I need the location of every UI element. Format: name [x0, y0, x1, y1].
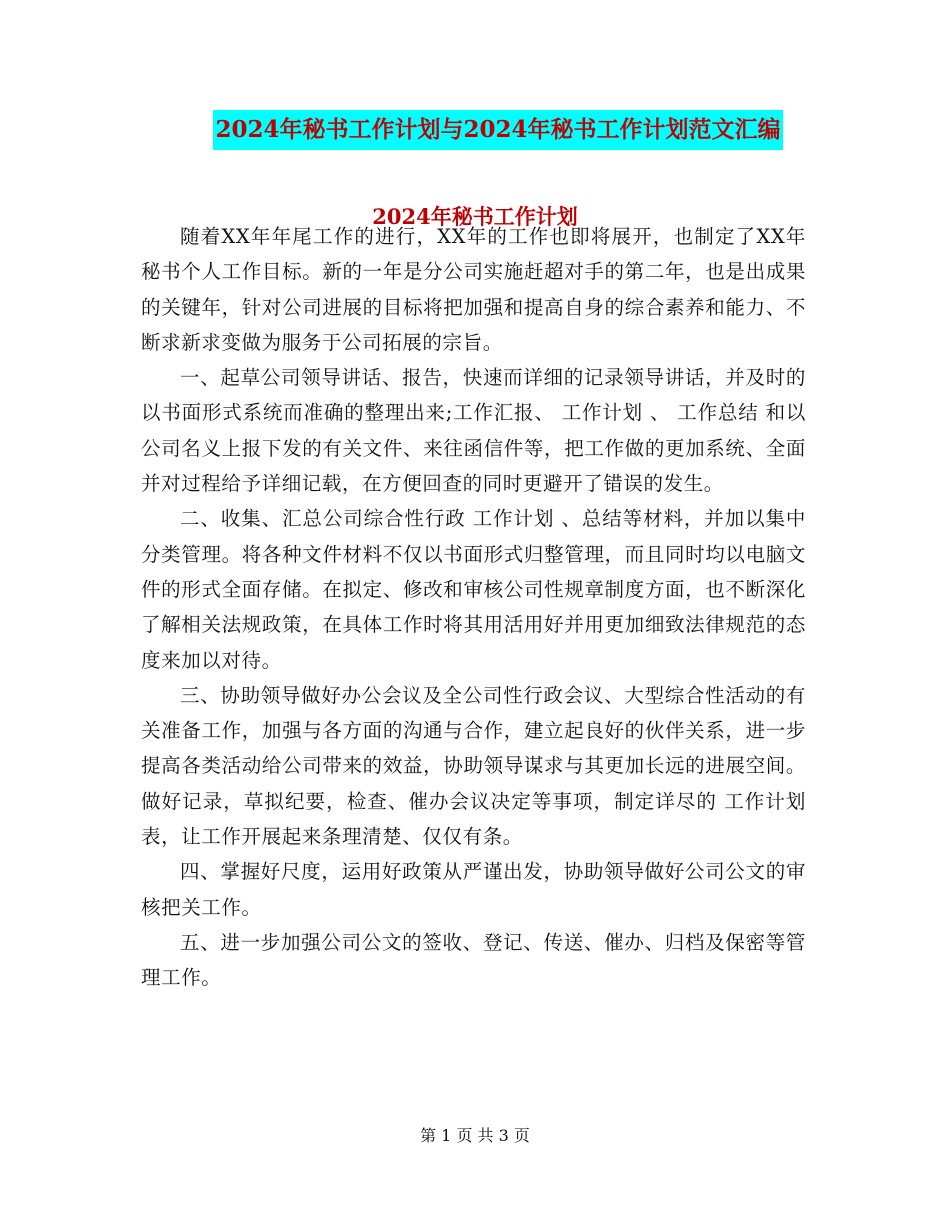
paragraph-item-5: 五、进一步加强公司公文的签收、登记、传送、催办、归档及保密等管理工作。 [141, 930, 806, 990]
document-title-container [0, 110, 950, 150]
document-title: 2024年秘书工作计划与2024年秘书工作计划范文汇编 [213, 110, 782, 150]
paragraph-item-1: 一、起草公司领导讲话、报告，快速而详细的记录领导讲话，并及时的以书面形式系统而准确的整理出来;工作汇报、 工作计划 、 工作总结 和以公司名义上报下发的有关文件、来往函信件等，把工作做的更加系统、全面并对过程给予详细记载，在方便回查的同时更避开了错误的发生。 [141, 366, 806, 496]
paragraph-intro: 随着XX年年尾工作的进行，XX年的工作也即将展开，也制定了XX年秘书个人工作目标。新的一年是分公司实施赶超对手的第二年，也是出成果的关键年，针对公司进展的目标将把加强和提高自身的综合素养和能力、不断求新求变做为服务于公司拓展的宗旨。 [141, 225, 806, 354]
section-title: 2024年秘书工作计划 [372, 204, 578, 229]
paragraph-item-4: 四、掌握好尺度，运用好政策从严谨出发，协助领导做好公司公文的审核把关工作。 [141, 860, 806, 919]
page-footer: 第 1 页 共 3 页 [420, 1126, 530, 1145]
paragraph-item-3: 三、协助领导做好办公会议及全公司性行政会议、大型综合性活动的有关准备工作，加强与各方面的沟通与合作，建立起良好的伙伴关系，进一步提高各类活动给公司带来的效益，协助领导谋求与其更加长远的进展空间。做好记录，草拟纪要，检查、催办会议决定等事项，制定详尽的 工作计划 表，让工作开展起来条理清楚、仅仅有条。 [141, 683, 806, 849]
paragraph-item-2: 二、收集、汇总公司综合性行政 工作计划 、总结等材料，并加以集中分类管理。将各种文件材料不仅以书面形式归整管理，而且同时均以电脑文件的形式全面存储。在拟定、修改和审核公司性规章制度方面，也不断深化了解相关法规政策，在具体工作时将其用活用好并用更加细致法律规范的态度来加以对待。 [141, 507, 806, 672]
document-body [141, 219, 806, 996]
